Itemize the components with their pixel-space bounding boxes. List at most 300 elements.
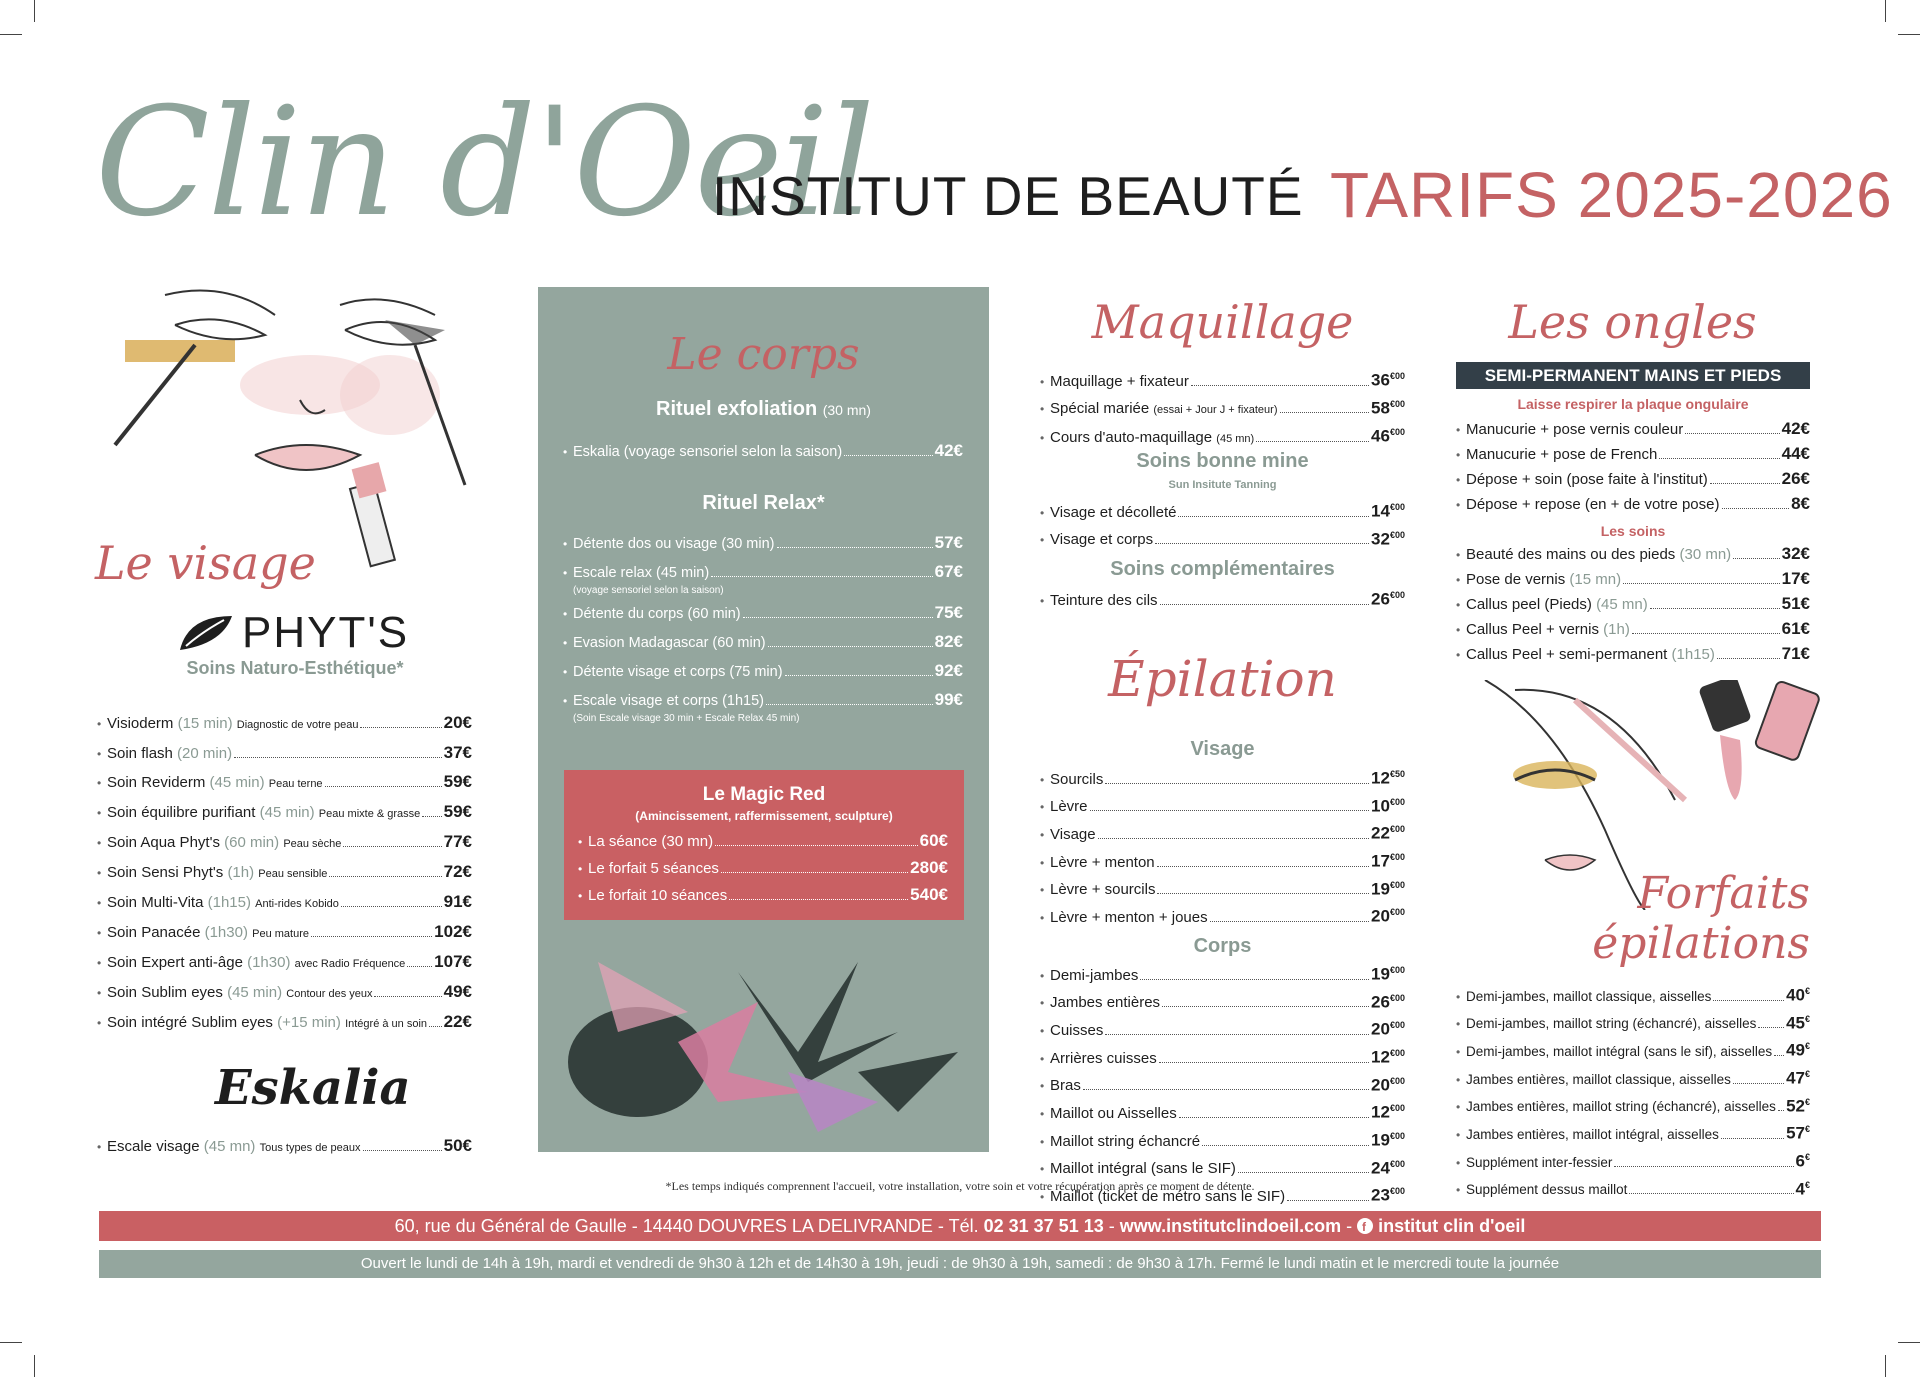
price-row xyxy=(1040,1070,1405,1098)
price-cents: €00 xyxy=(1389,1020,1405,1031)
dot-leader xyxy=(1280,412,1370,413)
price-value: 67€ xyxy=(934,562,963,581)
magic-red-title: Le Magic Red xyxy=(702,784,826,805)
item-note: Intégré à un soin xyxy=(345,1018,428,1030)
price-row xyxy=(563,659,963,684)
item-label xyxy=(1050,1158,1236,1180)
price-row xyxy=(563,531,963,556)
item-note: Diagnostic de votre peau xyxy=(236,719,359,731)
item-name: Le forfait 10 séances xyxy=(588,887,728,904)
dot-leader xyxy=(422,816,441,817)
item-name: Jambes entières, maillot intégral, aisselles xyxy=(1466,1126,1719,1142)
item-label xyxy=(1050,590,1158,612)
item-label xyxy=(107,710,358,739)
item-name: Demi-jambes, maillot classique, aisselles xyxy=(1466,988,1712,1004)
item-label xyxy=(588,829,713,854)
soins-ongles-list xyxy=(1456,542,1810,667)
item-name: Callus peel (Pieds) xyxy=(1466,596,1592,613)
price-value: 59€ xyxy=(443,802,472,821)
complementaires-list xyxy=(1040,584,1405,612)
price-row xyxy=(1040,987,1405,1015)
price-value: 4 xyxy=(1795,1179,1805,1199)
item-label xyxy=(1050,1075,1081,1097)
dot-leader xyxy=(844,455,932,456)
item-label xyxy=(1466,1013,1756,1035)
bullet-icon: • xyxy=(1456,1127,1461,1142)
item-price xyxy=(444,858,472,886)
bullet-icon: • xyxy=(563,694,568,708)
item-label xyxy=(107,1009,427,1038)
price-row xyxy=(97,948,472,978)
bullet-icon: • xyxy=(97,747,102,761)
price-row xyxy=(1456,1091,1810,1119)
contact-footer xyxy=(99,1211,1821,1241)
bullet-icon: • xyxy=(97,866,102,880)
price-value: 60€ xyxy=(919,831,948,850)
item-duration: (15 mn) xyxy=(1569,571,1622,588)
item-price xyxy=(1782,567,1810,590)
item-label xyxy=(1466,1069,1731,1091)
item-price xyxy=(935,439,963,463)
item-name: Jambes entières, maillot classique, aisselles xyxy=(1466,1071,1731,1087)
item-name: Le forfait 5 séances xyxy=(588,860,719,877)
item-name: Soin Sensi Phyt's xyxy=(107,864,224,881)
price-value: 22€ xyxy=(443,1012,472,1031)
price-value: 10 xyxy=(1371,796,1390,816)
dot-leader xyxy=(1105,1034,1369,1035)
price-row xyxy=(1456,467,1810,492)
dot-leader xyxy=(766,704,933,705)
item-price xyxy=(444,828,472,856)
maquillage-list xyxy=(1040,365,1405,450)
maquillage-section-title: Maquillage xyxy=(1091,295,1354,349)
item-name: Soin Multi-Vita xyxy=(107,894,204,911)
forfaits-list xyxy=(1456,980,1810,1201)
dot-leader xyxy=(1155,543,1369,544)
corps-section-title: Le corps xyxy=(667,329,860,380)
price-row xyxy=(563,439,963,464)
price-row xyxy=(1456,1035,1810,1063)
institute-subtitle: INSTITUT DE BEAUTÉ xyxy=(712,165,1304,227)
price-value: 82€ xyxy=(934,632,963,651)
footer-website[interactable]: www.institutclindoeil.com xyxy=(1119,1216,1342,1236)
bullet-icon: • xyxy=(1040,505,1045,520)
price-cents: €00 xyxy=(1389,1075,1405,1086)
item-note: avec Radio Fréquence xyxy=(294,958,406,970)
facebook-icon[interactable] xyxy=(1357,1218,1373,1234)
item-name: Jambes entières xyxy=(1050,994,1161,1012)
bullet-icon: • xyxy=(1040,533,1045,548)
bullet-icon: • xyxy=(1040,827,1045,842)
item-name: Soin intégré Sublim eyes xyxy=(107,1014,273,1031)
item-label xyxy=(1466,443,1657,466)
item-name: Teinture des cils xyxy=(1050,591,1158,609)
item-price xyxy=(1371,901,1405,928)
bullet-icon: • xyxy=(1040,402,1045,417)
bullet-icon: • xyxy=(1456,448,1461,462)
price-value: 26 xyxy=(1371,589,1390,609)
price-cents: €00 xyxy=(1389,1047,1405,1058)
price-cents: €50 xyxy=(1389,769,1405,779)
item-label xyxy=(1466,593,1648,616)
price-row xyxy=(578,855,948,882)
price-row xyxy=(1456,592,1810,617)
bullet-icon: • xyxy=(97,717,102,731)
price-value: 37€ xyxy=(443,743,472,762)
bullet-icon: • xyxy=(1040,1023,1045,1038)
item-label xyxy=(1466,1124,1719,1146)
leaf-icon xyxy=(178,614,234,652)
price-value: 91€ xyxy=(443,892,472,911)
price-row xyxy=(1040,421,1405,450)
price-row xyxy=(563,630,963,655)
dot-leader xyxy=(1157,866,1369,867)
price-row xyxy=(1040,365,1405,393)
item-price xyxy=(1786,1035,1810,1062)
price-row xyxy=(97,1008,472,1038)
dot-leader xyxy=(1238,1172,1369,1173)
bullet-icon: • xyxy=(563,445,568,459)
item-price xyxy=(444,978,472,1006)
dot-leader xyxy=(1140,979,1369,980)
price-cents: €00 xyxy=(1389,1103,1405,1114)
item-name: Arrières cuisses xyxy=(1050,1049,1157,1067)
price-currency: € xyxy=(1804,1124,1810,1135)
price-value: 12 xyxy=(1371,1047,1390,1067)
item-name: Soin Panacée xyxy=(107,924,201,941)
price-currency: € xyxy=(1804,1096,1810,1107)
price-value: 102€ xyxy=(434,922,472,941)
forfaits-title-line1: Forfaits xyxy=(1637,868,1810,919)
item-name: Callus Peel + semi-permanent xyxy=(1466,646,1668,663)
item-price xyxy=(1371,1153,1405,1180)
price-value: 32 xyxy=(1371,529,1390,549)
item-price xyxy=(444,709,472,737)
dot-leader xyxy=(1256,441,1369,442)
bullet-icon: • xyxy=(1456,623,1461,637)
item-label xyxy=(1466,1152,1612,1174)
price-row xyxy=(1040,959,1405,987)
item-label xyxy=(107,889,339,918)
price-currency: € xyxy=(1804,1179,1810,1190)
item-name: La séance (30 mn) xyxy=(588,833,714,850)
item-name: Cours d'auto-maquillage xyxy=(1050,428,1213,446)
dot-leader xyxy=(407,966,432,967)
item-label xyxy=(1466,1096,1776,1118)
item-label xyxy=(1466,468,1708,491)
bullet-icon: • xyxy=(1456,648,1461,662)
item-name: Spécial mariée xyxy=(1050,400,1150,418)
price-cents: €00 xyxy=(1389,992,1405,1003)
item-label xyxy=(1050,1103,1177,1125)
price-value: 19 xyxy=(1371,964,1390,984)
item-name: Beauté des mains ou des pieds xyxy=(1466,546,1676,563)
bullet-icon: • xyxy=(1040,593,1045,608)
bullet-icon: • xyxy=(1040,1162,1045,1177)
item-price xyxy=(444,739,472,767)
item-name: Visioderm xyxy=(107,715,174,732)
item-duration: (1h15) xyxy=(1671,646,1715,663)
price-cents: €00 xyxy=(1389,796,1405,807)
brand-logo: Clin d'Oeil xyxy=(95,76,873,250)
price-row xyxy=(97,858,472,888)
price-row xyxy=(1040,496,1405,524)
price-row xyxy=(1456,1146,1810,1174)
item-price xyxy=(1782,417,1810,440)
price-row xyxy=(1456,1063,1810,1091)
price-value: 12 xyxy=(1371,768,1390,788)
bullet-icon: • xyxy=(1456,1017,1461,1032)
item-name: Pose de vernis xyxy=(1466,571,1566,588)
item-price xyxy=(935,688,963,712)
price-value: 23 xyxy=(1371,1185,1390,1205)
price-value: 45 xyxy=(1786,1013,1805,1033)
item-price xyxy=(1791,492,1810,515)
dot-leader xyxy=(1717,658,1780,659)
eskalia-list xyxy=(97,1134,472,1160)
price-value: 24 xyxy=(1371,1158,1390,1178)
bullet-icon: • xyxy=(1040,910,1045,925)
bullet-icon: • xyxy=(97,926,102,940)
item-note: Peau mixte & grasse xyxy=(318,808,421,820)
price-row xyxy=(97,918,472,948)
dot-leader xyxy=(1090,810,1370,811)
exfoliation-duration: (30 mn) xyxy=(822,402,871,418)
item-label xyxy=(1050,852,1155,874)
bullet-icon: • xyxy=(1040,1051,1045,1066)
item-label xyxy=(1466,418,1683,441)
item-name: Soin Expert anti-âge xyxy=(107,954,243,971)
complementaires-title: Soins complémentaires xyxy=(1110,558,1335,580)
bullet-icon: • xyxy=(563,607,568,621)
price-cents: €00 xyxy=(1389,851,1405,862)
price-row xyxy=(563,688,963,713)
item-label xyxy=(1466,543,1731,566)
price-row xyxy=(1456,1118,1810,1146)
price-cents: €00 xyxy=(1389,879,1405,890)
bullet-icon: • xyxy=(1456,1183,1461,1198)
item-label xyxy=(1050,907,1208,929)
item-label xyxy=(1050,427,1254,450)
item-name: Soin équilibre purifiant xyxy=(107,804,256,821)
price-value: 49 xyxy=(1786,1040,1805,1060)
price-value: 280€ xyxy=(910,858,948,877)
item-label xyxy=(1050,769,1103,791)
item-note: Tous types de peaux xyxy=(259,1142,361,1154)
item-price xyxy=(444,1008,472,1036)
phyts-logo xyxy=(178,608,409,658)
item-price xyxy=(1371,1070,1405,1097)
epilation-section-title: Épilation xyxy=(1108,650,1337,708)
item-price xyxy=(935,531,963,555)
item-duration: (+15 min) xyxy=(277,1014,341,1031)
dot-leader xyxy=(715,845,918,846)
item-name: Demi-jambes xyxy=(1050,966,1139,984)
footer-facebook[interactable]: institut clin d'oeil xyxy=(1378,1216,1526,1236)
price-cents: €00 xyxy=(1389,529,1405,540)
price-value: 8€ xyxy=(1791,494,1810,513)
price-value: 14 xyxy=(1371,501,1390,521)
footer-phone[interactable]: 02 31 37 51 13 xyxy=(983,1216,1104,1236)
item-name: Cuisses xyxy=(1050,1021,1104,1039)
item-name: Manucurie + pose de French xyxy=(1466,446,1658,463)
item-name: Demi-jambes, maillot intégral (sans le sif), aisselles xyxy=(1466,1043,1773,1059)
item-duration: (20 min) xyxy=(177,745,233,762)
item-duration: (1h) xyxy=(227,864,255,881)
bullet-icon: • xyxy=(97,1140,102,1154)
item-duration: (15 min) xyxy=(177,715,233,732)
magic-red-box xyxy=(564,770,964,920)
item-name: Maillot ou Aisselles xyxy=(1050,1104,1177,1122)
dot-leader xyxy=(1650,608,1780,609)
price-row xyxy=(1456,1008,1810,1036)
bullet-icon: • xyxy=(563,566,568,580)
exfoliation-title xyxy=(538,398,989,421)
item-note: (essai + Jour J + fixateur) xyxy=(1153,404,1278,417)
item-name: Escale visage et corps (1h15) xyxy=(573,693,765,709)
epilation-corps-list xyxy=(1040,959,1405,1208)
price-value: 17 xyxy=(1371,851,1390,871)
dot-leader xyxy=(1160,604,1369,605)
item-subnote: (voyage sensoriel selon la saison) xyxy=(573,585,724,596)
bullet-icon: • xyxy=(1040,1079,1045,1094)
price-value: 19 xyxy=(1371,879,1390,899)
price-cents: €00 xyxy=(1389,965,1405,975)
bullet-icon: • xyxy=(97,956,102,970)
crop-mark xyxy=(1898,1342,1920,1343)
item-name: Soin Aqua Phyt's xyxy=(107,834,220,851)
price-row xyxy=(97,739,472,768)
price-value: 22 xyxy=(1371,823,1390,843)
epilation-visage-list xyxy=(1040,763,1405,929)
price-value: 72€ xyxy=(443,862,472,881)
item-price xyxy=(1371,393,1405,420)
item-label xyxy=(1050,796,1088,818)
price-row xyxy=(1456,567,1810,592)
dot-leader xyxy=(1098,838,1369,839)
price-value: 99€ xyxy=(934,690,963,709)
crop-mark xyxy=(1885,1355,1886,1377)
footer-address: 60, rue du Général de Gaulle - 14440 DOUVRES LA DELIVRANDE - Tél. xyxy=(394,1216,979,1236)
footer-separator: - xyxy=(1341,1216,1358,1236)
price-value: 20 xyxy=(1371,1075,1390,1095)
price-currency: € xyxy=(1804,1068,1810,1079)
item-label xyxy=(107,949,405,978)
dot-leader xyxy=(729,899,908,900)
item-price xyxy=(1786,1008,1810,1035)
item-price xyxy=(1371,584,1405,611)
price-row xyxy=(1040,584,1405,612)
footer-separator: - xyxy=(1103,1216,1120,1236)
price-value: 77€ xyxy=(443,832,472,851)
item-price xyxy=(935,560,963,584)
price-cents: €00 xyxy=(1389,1130,1405,1141)
item-label xyxy=(107,859,327,888)
bullet-icon: • xyxy=(1456,989,1461,1004)
item-name: Détente du corps (60 min) xyxy=(573,606,741,622)
item-duration: (45 min) xyxy=(259,804,315,821)
dot-leader xyxy=(1778,1110,1784,1111)
magic-red-list xyxy=(578,828,948,909)
dot-leader xyxy=(743,617,933,618)
item-name: Escale visage xyxy=(107,1138,200,1155)
item-price xyxy=(434,948,472,976)
bullet-icon: • xyxy=(563,636,568,650)
item-price xyxy=(935,601,963,625)
item-price xyxy=(1371,763,1405,790)
item-name: Soin Reviderm xyxy=(107,774,206,791)
price-row xyxy=(1040,901,1405,929)
item-name: Eskalia (voyage sensoriel selon la saison) xyxy=(573,444,843,460)
price-row xyxy=(1040,393,1405,422)
soins-ongles-title: Les soins xyxy=(1600,523,1666,539)
item-name: Maquillage + fixateur xyxy=(1050,372,1189,390)
bullet-icon: • xyxy=(1040,1106,1045,1121)
price-value: 47 xyxy=(1786,1068,1805,1088)
semi-permanent-subtitle: Laisse respirer la plaque ongulaire xyxy=(1517,396,1749,412)
dot-leader xyxy=(1713,1000,1784,1001)
bullet-icon: • xyxy=(1456,1155,1461,1170)
forfaits-title-line2: épilations xyxy=(1592,918,1810,969)
dot-leader xyxy=(374,996,441,997)
item-price xyxy=(1371,1125,1405,1152)
price-value: 40 xyxy=(1786,985,1805,1005)
price-currency: € xyxy=(1804,986,1810,996)
item-name: Maillot intégral (sans le SIF) xyxy=(1050,1160,1236,1178)
item-price xyxy=(1371,846,1405,873)
item-note: (45 mn) xyxy=(1216,432,1255,445)
relax-title: Rituel Relax* xyxy=(702,492,825,514)
price-value: 61€ xyxy=(1781,619,1810,638)
item-name: Lèvre + sourcils xyxy=(1050,881,1156,899)
item-price xyxy=(1371,791,1405,818)
bullet-icon: • xyxy=(1040,1134,1045,1149)
phyts-subtitle: Soins Naturo-Esthétique* xyxy=(186,658,404,678)
price-row xyxy=(97,828,472,858)
item-price xyxy=(1371,1097,1405,1124)
price-row xyxy=(1456,642,1810,667)
item-label xyxy=(573,561,709,585)
item-label xyxy=(573,532,775,556)
item-name: Jambes entières, maillot string (échancré), aisselles xyxy=(1466,1099,1776,1115)
bullet-icon: • xyxy=(1456,423,1461,437)
item-price xyxy=(1796,1146,1810,1173)
price-value: 71€ xyxy=(1781,644,1810,663)
price-cents: €00 xyxy=(1389,1158,1405,1169)
tarifs-title: TARIFS 2025-2026 xyxy=(1330,159,1893,231)
epilation-visage-title: Visage xyxy=(1190,738,1255,760)
item-name: Maillot string échancré xyxy=(1050,1132,1201,1150)
item-label xyxy=(1050,992,1160,1014)
price-value: 42€ xyxy=(934,441,963,460)
epilation-corps-title: Corps xyxy=(1193,935,1252,957)
bullet-icon: • xyxy=(1456,498,1461,512)
bullet-icon: • xyxy=(1040,374,1045,389)
item-duration: (45 min) xyxy=(209,774,265,791)
item-price xyxy=(1782,592,1810,615)
price-cents: €00 xyxy=(1389,427,1405,438)
item-price xyxy=(1782,642,1810,665)
price-value: 19 xyxy=(1371,1130,1390,1150)
price-cents: €00 xyxy=(1389,824,1405,835)
item-price xyxy=(935,659,963,683)
item-label xyxy=(1466,493,1720,516)
row-spacer xyxy=(563,725,963,729)
bullet-icon: • xyxy=(97,986,102,1000)
item-name: Détente visage et corps (75 min) xyxy=(573,664,783,680)
price-value: 46 xyxy=(1371,426,1390,446)
price-row xyxy=(1040,818,1405,846)
